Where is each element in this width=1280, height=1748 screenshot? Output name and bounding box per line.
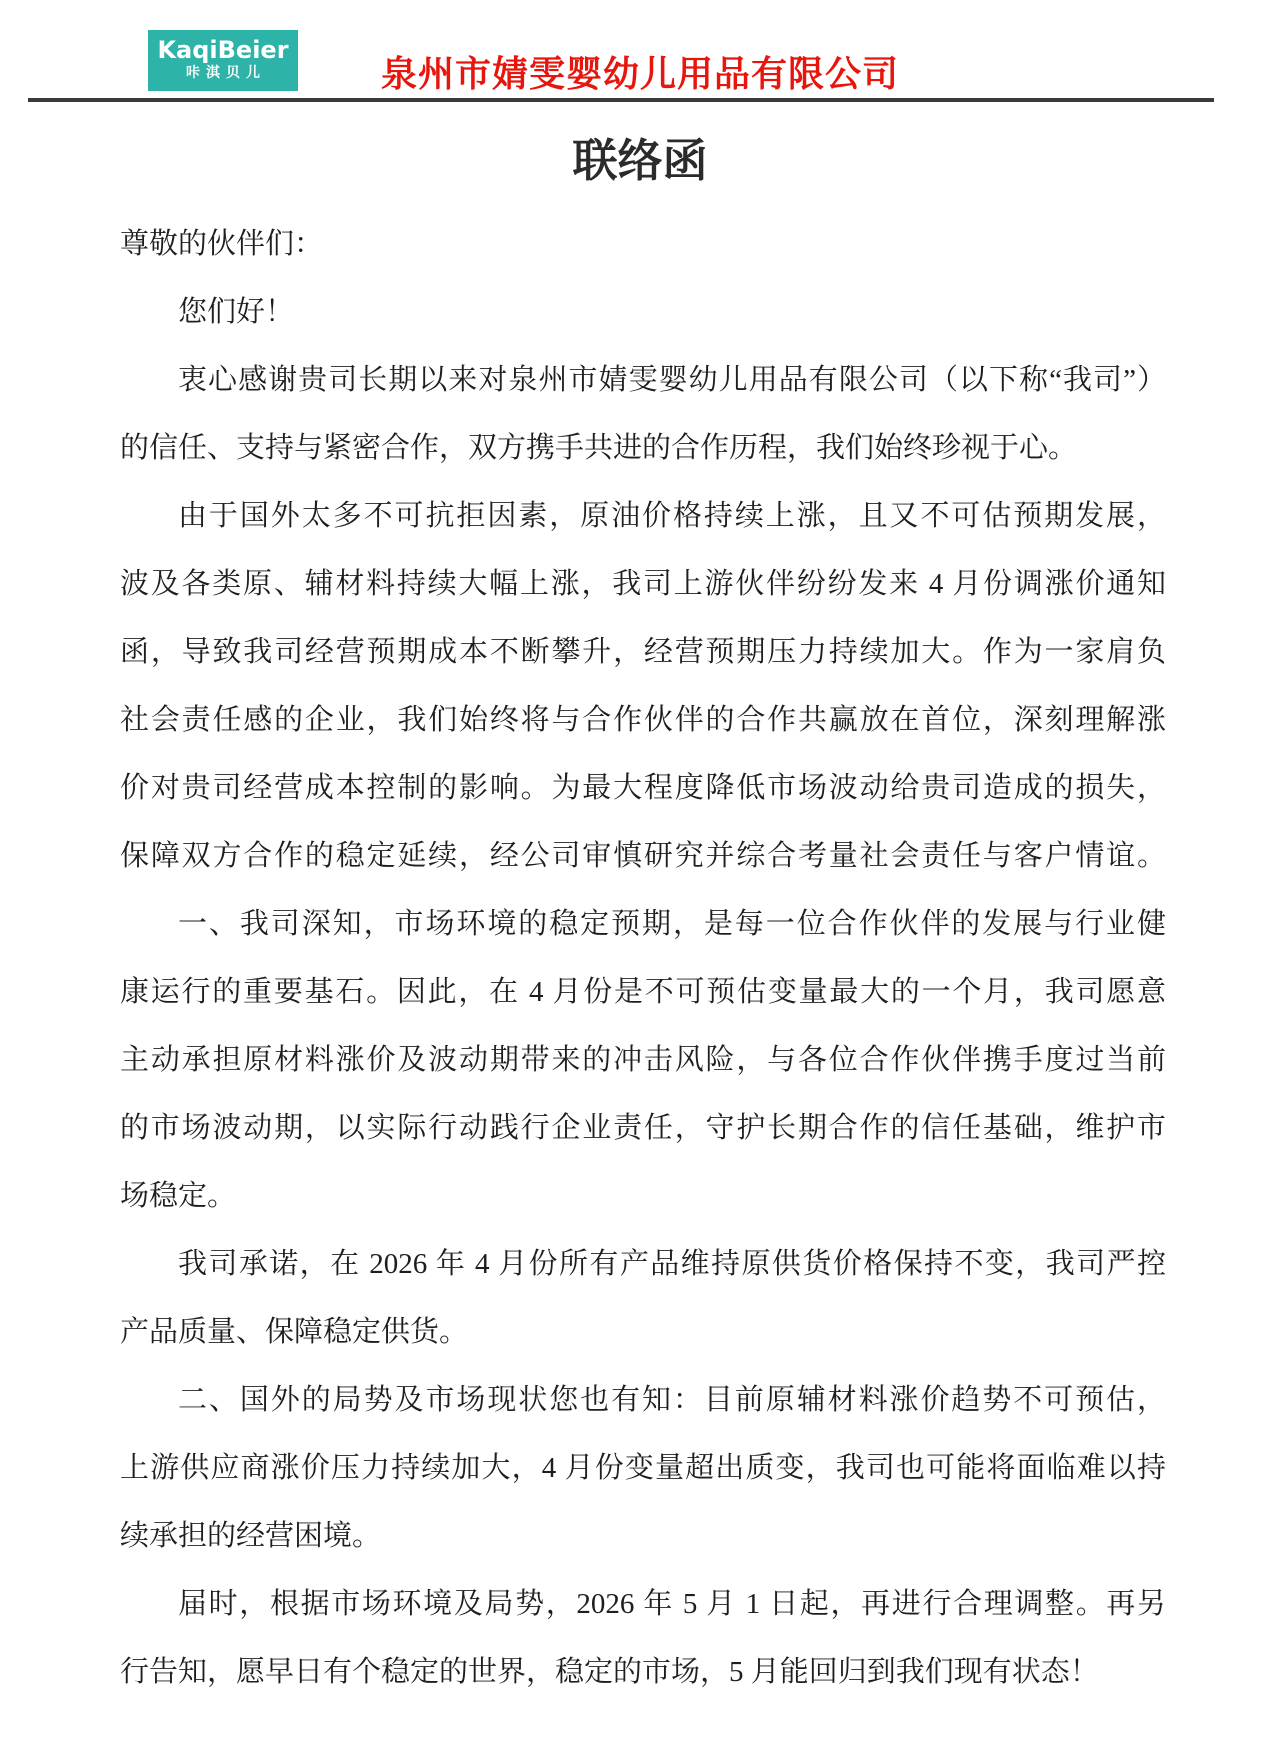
letter-line: 主动承担原材料涨价及波动期带来的冲击风险，与各位合作伙伴携手度过当前 bbox=[120, 1044, 1166, 1076]
letter-line: 尊敬的伙伴们： bbox=[120, 228, 324, 260]
letter-line: 的市场波动期，以实际行动践行企业责任，守护长期合作的信任基础，维护市 bbox=[120, 1112, 1166, 1144]
letter-line: 产品质量、保障稳定供货。 bbox=[120, 1316, 469, 1348]
logo-latin-text: KaqiBeier bbox=[157, 36, 289, 64]
letter-line: 上游供应商涨价压力持续加大，4 月份变量超出质变，我司也可能将面临难以持 bbox=[120, 1452, 1166, 1484]
letter-title: 联络函 bbox=[572, 136, 708, 186]
letter-line: 我司承诺，在 2026 年 4 月份所有产品维持原供货价格保持不变，我司严控 bbox=[178, 1248, 1166, 1280]
logo-chinese-text: 咔淇贝儿 bbox=[186, 65, 266, 81]
letter-line: 场稳定。 bbox=[120, 1180, 237, 1212]
letter-line: 届时，根据市场环境及局势，2026 年 5 月 1 日起，再进行合理调整。再另 bbox=[178, 1588, 1166, 1620]
letter-line: 您们好！ bbox=[178, 296, 295, 328]
letter-line: 续承担的经营困境。 bbox=[120, 1520, 382, 1552]
letter-line: 行告知，愿早日有个稳定的世界，稳定的市场，5 月能回归到我们现有状态！ bbox=[120, 1656, 1099, 1688]
letter-line: 二、国外的局势及市场现状您也有知：目前原辅材料涨价趋势不可预估， bbox=[178, 1384, 1166, 1416]
letter-line: 价对贵司经营成本控制的影响。为最大程度降低市场波动给贵司造成的损失， bbox=[120, 772, 1166, 804]
header-divider bbox=[28, 98, 1214, 102]
company-name: 泉州市婧雯婴幼儿用品有限公司 bbox=[380, 54, 899, 94]
letter-line: 函，导致我司经营预期成本不断攀升，经营预期压力持续加大。作为一家肩负 bbox=[120, 636, 1166, 668]
letter-body bbox=[120, 210, 1166, 1706]
letter-line: 波及各类原、辅材料持续大幅上涨，我司上游伙伴纷纷发来 4 月份调涨价通知 bbox=[120, 568, 1166, 600]
letter-line: 保障双方合作的稳定延续，经公司审慎研究并综合考量社会责任与客户情谊。 bbox=[120, 840, 1166, 872]
letter-line: 衷心感谢贵司长期以来对泉州市婧雯婴幼儿用品有限公司（以下称“我司”） bbox=[178, 364, 1166, 396]
letter-line: 康运行的重要基石。因此，在 4 月份是不可预估变量最大的一个月，我司愿意 bbox=[120, 976, 1166, 1008]
letter-line: 的信任、支持与紧密合作，双方携手共进的合作历程，我们始终珍视于心。 bbox=[120, 432, 1078, 464]
letter-line: 社会责任感的企业，我们始终将与合作伙伴的合作共赢放在首位，深刻理解涨 bbox=[120, 704, 1166, 736]
letter-line: 一、我司深知，市场环境的稳定预期，是每一位合作伙伴的发展与行业健 bbox=[178, 908, 1166, 940]
letter-line: 由于国外太多不可抗拒因素，原油价格持续上涨，且又不可估预期发展， bbox=[178, 500, 1166, 532]
